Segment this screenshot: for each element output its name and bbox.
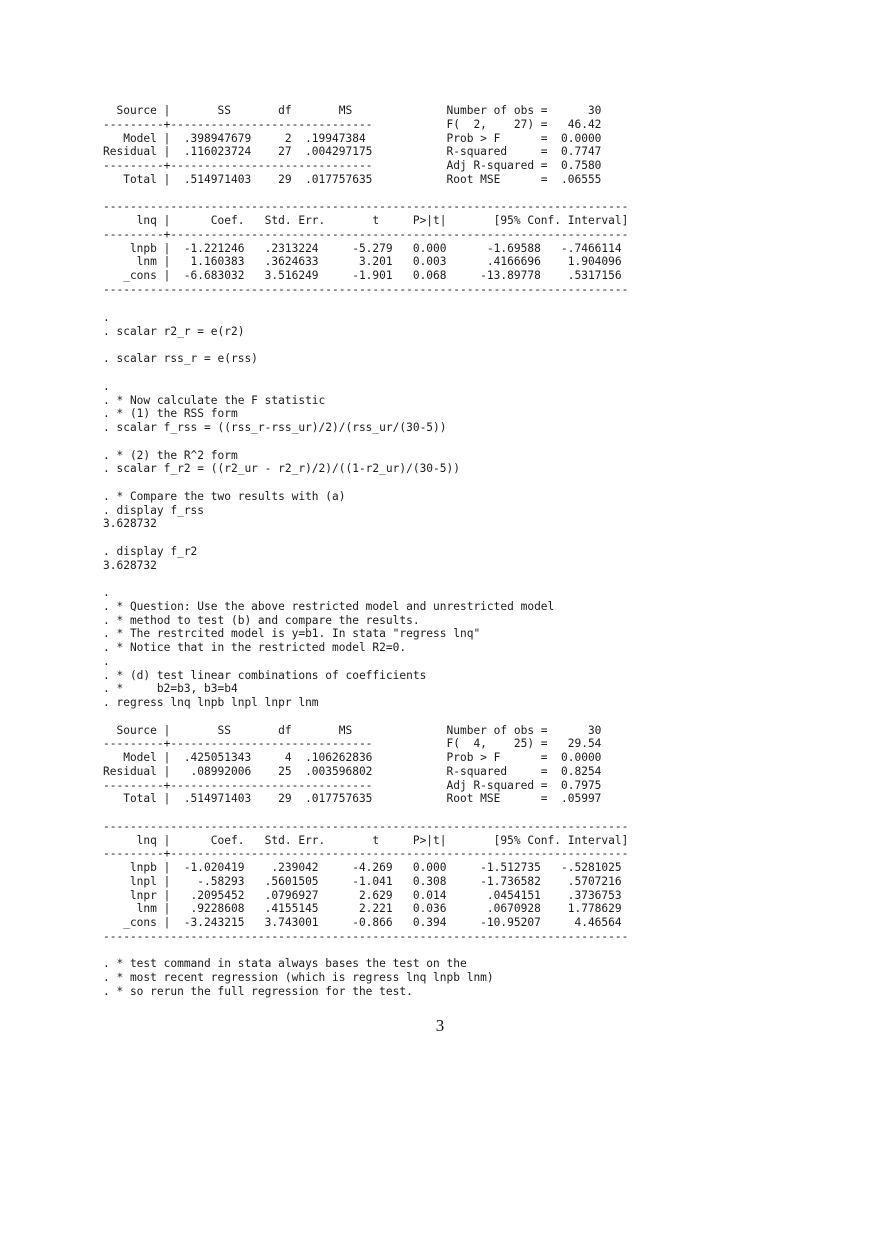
output-line: Total | .514971403 29 .017757635 Root MSE = .05997 (103, 792, 602, 806)
output-line: . scalar f_r2 = ((r2_ur - r2_r)/2)/((1-r2_ur)/(30-5)) (103, 462, 460, 476)
output-line: . * The restrcited model is y=b1. In stata "regress lnq" (103, 627, 481, 641)
output-line: ---------+------------------------------ F( 4, 25) = 29.54 (103, 737, 602, 751)
output-line: . regress lnq lnpb lnpl lnpr lnm (103, 696, 319, 709)
output-line: . (103, 379, 110, 393)
output-line: Total | .514971403 29 .017757635 Root MSE = .06555 (103, 172, 602, 186)
output-line (103, 366, 628, 380)
output-line: Source | SS df MS Number of obs = 30 (103, 723, 602, 737)
output-line: lnq | Coef. Std. Err. t P>|t| [95% Conf. Interval] (103, 833, 629, 847)
stata-log-output (103, 311, 628, 999)
output-line: lnq | Coef. Std. Err. t P>|t| [95% Conf. Interval] (103, 214, 629, 227)
output-line: _cons | -3.243215 3.743001 -0.866 0.394 -10.95207 4.46564 (103, 916, 622, 929)
output-line: ---------+------------------------------ F( 2, 27) = 46.42 (103, 117, 602, 131)
output-line: lnm | 1.160383 .3624633 3.201 0.003 .4166696 1.904096 (103, 255, 622, 269)
output-line (103, 476, 628, 490)
output-line: . (103, 654, 110, 668)
output-line: ------------------------------------------------------------------------------ (103, 282, 629, 296)
output-line: . * (2) the R^2 form (103, 448, 238, 462)
page-number: 3 (435, 1016, 445, 1035)
output-line: Model | .398947679 2 .19947384 Prob > F = 0.0000 (103, 131, 602, 145)
output-line: . * method to test (b) and compare the results. (103, 613, 420, 627)
output-line: _cons | -6.683032 3.516249 -1.901 0.068 -13.89778 .5317156 (103, 269, 622, 282)
output-line (103, 339, 628, 353)
output-line: . * Notice that in the restricted model R2=0. (103, 641, 407, 654)
output-line: Model | .425051343 4 .106262836 Prob > F = 0.0000 (103, 751, 602, 764)
output-line: . (103, 586, 110, 599)
output-line (103, 531, 628, 545)
output-line: . * (1) the RSS form (103, 407, 238, 421)
output-line: . * (d) test linear combinations of coefficients (103, 668, 427, 682)
output-line: 3.628732 (103, 558, 157, 572)
output-line (103, 710, 628, 724)
regression-output-restricted (103, 104, 628, 297)
output-line: lnpb | -1.221246 .2313224 -5.279 0.000 -1.69588 -.7466114 (103, 241, 622, 255)
output-line: ---------+-------------------------------------------------------------------- (103, 227, 629, 241)
output-line (103, 572, 628, 586)
output-line (103, 806, 628, 820)
output-line: . * Question: Use the above restricted model and unrestricted model (103, 599, 555, 613)
output-line: . * most recent regression (which is regress lnq lnpb lnm) (103, 971, 494, 984)
output-line: ---------+------------------------------ Adj R-squared = 0.7580 (103, 159, 602, 172)
output-line: ------------------------------------------------------------------------------ (103, 819, 629, 833)
output-line: . * b2=b3, b3=b4 (103, 682, 238, 696)
output-line: lnpl | -.58293 .5601505 -1.041 0.308 -1.736582 .5707216 (103, 874, 622, 888)
output-line: . (103, 311, 110, 324)
output-line: . * test command in stata always bases the test on the (103, 957, 467, 971)
output-line: Source | SS df MS Number of obs = 30 (103, 104, 602, 117)
output-line: . scalar f_rss = ((rss_r-rss_ur)/2)/(rss_ur/(30-5)) (103, 421, 447, 434)
output-line: . * Now calculate the F statistic (103, 393, 326, 407)
output-line: ---------+-------------------------------------------------------------------- (103, 847, 629, 861)
output-line: . display f_r2 (103, 544, 198, 558)
output-line: . display f_rss (103, 503, 205, 517)
output-line (103, 944, 628, 958)
output-line: ---------+------------------------------ Adj R-squared = 0.7975 (103, 778, 602, 792)
output-line: Residual | .116023724 27 .004297175 R-squared = 0.7747 (103, 145, 602, 159)
output-line: . scalar r2_r = e(r2) (103, 324, 245, 338)
output-line: ------------------------------------------------------------------------------ (103, 929, 629, 943)
output-line: Residual | .08992006 25 .003596802 R-squared = 0.8254 (103, 764, 602, 778)
output-line: lnpr | .2095452 .0796927 2.629 0.014 .0454151 .3736753 (103, 888, 622, 902)
output-line (103, 435, 628, 449)
output-line: lnm | .9228608 .4155145 2.221 0.036 .0670928 1.778629 (103, 902, 622, 916)
output-line: ------------------------------------------------------------------------------ (103, 200, 629, 214)
output-line (103, 187, 628, 201)
output-line: 3.628732 (103, 517, 157, 531)
output-line: . * so rerun the full regression for the test. (103, 984, 413, 998)
output-line: lnpb | -1.020419 .239042 -4.269 0.000 -1.512735 -.5281025 (103, 861, 622, 874)
output-line: . * Compare the two results with (a) (103, 489, 346, 503)
output-line: . scalar rss_r = e(rss) (103, 352, 258, 366)
